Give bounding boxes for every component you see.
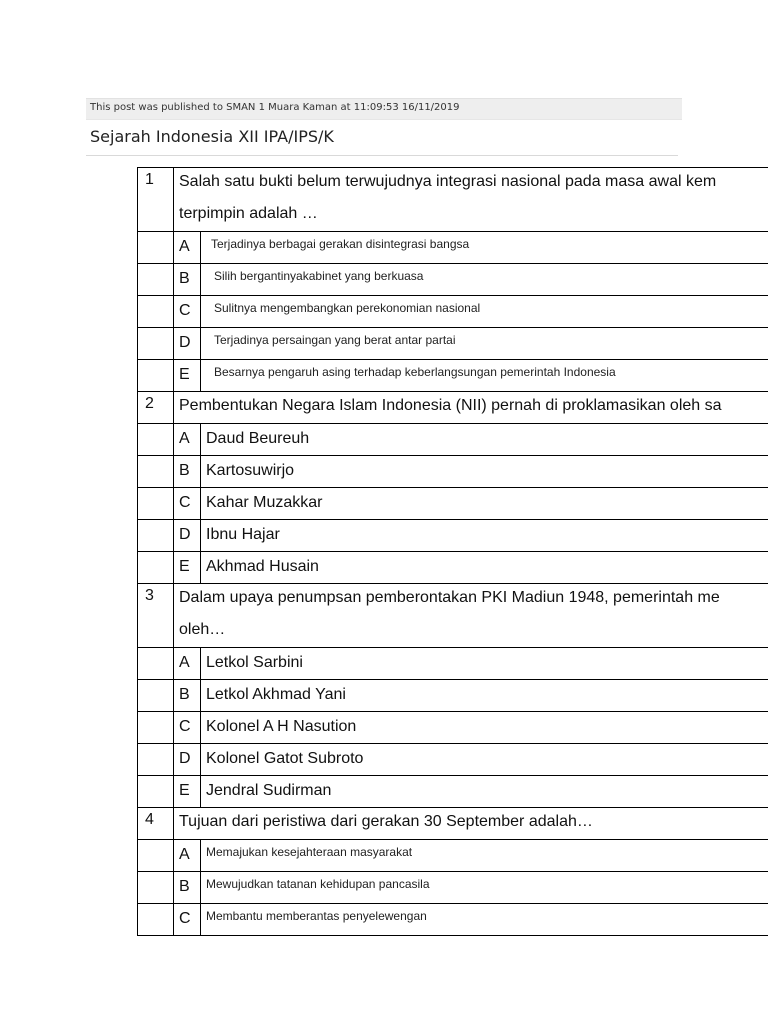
post-meta-text: This post was published to SMAN 1 Muara Kaman at 11:09:53 16/11/2019: [90, 102, 460, 113]
option-text: Terjadinya berbagai gerakan disintegrasi bangsa: [211, 237, 470, 251]
document-title: Sejarah Indonesia XII IPA/IPS/K: [90, 127, 334, 146]
question-text: [179, 582, 768, 646]
question-text-line: terpimpin adalah …: [179, 205, 318, 222]
option-letter: A: [179, 238, 190, 255]
option-text: Letkol Sarbini: [206, 654, 303, 671]
option-letter: C: [179, 910, 191, 927]
option-text: Daud Beureuh: [206, 430, 310, 447]
option-text: Memajukan kesejahteraan masyarakat: [206, 845, 413, 859]
option-text: Kolonel A H Nasution: [206, 718, 357, 735]
title-divider: [86, 155, 678, 156]
option-row[interactable]: [138, 744, 768, 776]
option-letter: B: [179, 878, 190, 895]
question-number: 2: [145, 395, 154, 412]
option-row[interactable]: [138, 328, 768, 360]
question-text: [179, 390, 768, 422]
question-text-line: Salah satu bukti belum terwujudnya integrasi nasional pada masa awal kem: [179, 173, 717, 190]
question-text-line: Tujuan dari peristiwa dari gerakan 30 September adalah…: [179, 813, 593, 830]
post-info-bar: [86, 98, 682, 120]
option-text: Kolonel Gatot Subroto: [206, 750, 364, 767]
option-letter: C: [179, 718, 191, 735]
option-text: Membantu memberantas penyelewengan: [206, 909, 427, 923]
option-letter: C: [179, 494, 191, 511]
option-text: Jendral Sudirman: [206, 782, 332, 799]
option-row[interactable]: [138, 264, 768, 296]
option-letter: E: [179, 558, 190, 575]
option-letter: B: [179, 462, 190, 479]
question-text-line: Dalam upaya penumpsan pemberontakan PKI Madiun 1948, pemerintah me: [179, 589, 720, 606]
option-row[interactable]: [138, 648, 768, 680]
option-text: Letkol Akhmad Yani: [206, 686, 346, 703]
option-text: Ibnu Hajar: [206, 526, 280, 543]
option-row[interactable]: [138, 488, 768, 520]
question-text: [179, 166, 768, 230]
option-letter: E: [179, 782, 190, 799]
question-number: 4: [145, 811, 154, 828]
question-number: 1: [145, 171, 154, 188]
question-row-1: [138, 168, 768, 232]
option-row[interactable]: [138, 712, 768, 744]
question-text: [179, 806, 768, 838]
option-row[interactable]: [138, 872, 768, 904]
option-text: Terjadinya persaingan yang berat antar partai: [214, 333, 456, 347]
option-letter: E: [179, 366, 190, 383]
option-letter: D: [179, 526, 191, 543]
option-text: Sulitnya mengembangkan perekonomian nasional: [214, 301, 481, 315]
option-letter: B: [179, 686, 190, 703]
option-text: Mewujudkan tatanan kehidupan pancasila: [206, 877, 430, 891]
option-row[interactable]: [138, 776, 768, 808]
option-letter: A: [179, 654, 190, 671]
question-text-line: oleh…: [179, 621, 226, 638]
option-text: Akhmad Husain: [206, 558, 319, 575]
option-letter: D: [179, 334, 191, 351]
option-text: Besarnya pengaruh asing terhadap keberlangsungan pemerintah Indonesia: [214, 365, 616, 379]
option-letter: A: [179, 430, 190, 447]
option-row[interactable]: [138, 904, 768, 936]
option-row[interactable]: [138, 296, 768, 328]
option-row[interactable]: [138, 360, 768, 392]
option-text: Kartosuwirjo: [206, 462, 295, 479]
option-row[interactable]: [138, 232, 768, 264]
option-letter: B: [179, 270, 190, 287]
option-row[interactable]: [138, 456, 768, 488]
option-text: Silih bergantinyakabinet yang berkuasa: [214, 269, 424, 283]
option-row[interactable]: [138, 552, 768, 584]
question-row-3: [138, 584, 768, 648]
option-row[interactable]: [138, 424, 768, 456]
option-row[interactable]: [138, 520, 768, 552]
option-row[interactable]: [138, 840, 768, 872]
option-letter: A: [179, 846, 190, 863]
option-letter: C: [179, 302, 191, 319]
question-text-line: Pembentukan Negara Islam Indonesia (NII) pernah di proklamasikan oleh sa: [179, 397, 722, 414]
option-text: Kahar Muzakkar: [206, 494, 323, 511]
question-number: 3: [145, 587, 154, 604]
quiz-table: [137, 167, 768, 936]
option-row[interactable]: [138, 680, 768, 712]
question-row-2: [138, 392, 768, 424]
option-letter: D: [179, 750, 191, 767]
question-row-4: [138, 808, 768, 840]
